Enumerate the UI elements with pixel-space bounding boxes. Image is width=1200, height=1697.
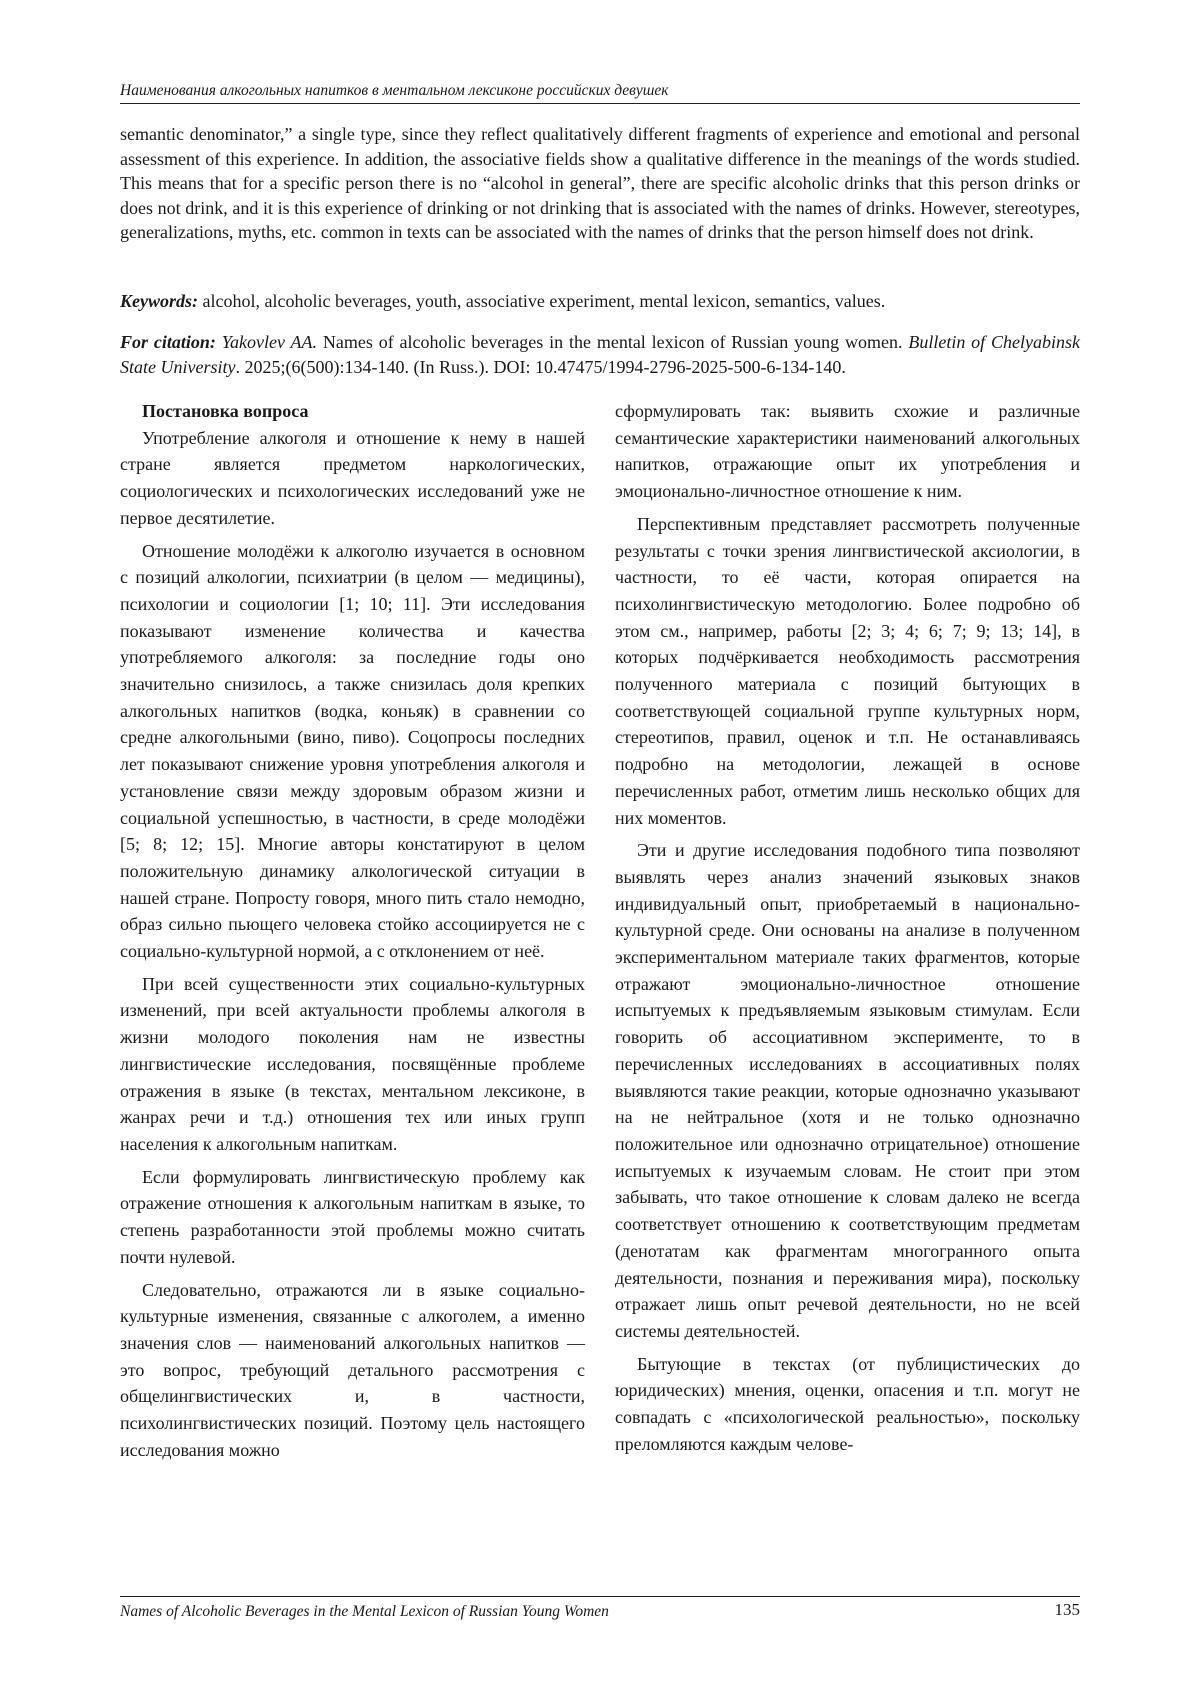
paragraph: Отношение молодёжи к алкоголю изучается в основном с позиций алкологии, психиатрии (в целом — медицины), психологии и социологии [1; 10; 11]. Эти исследования показывают изменение количества и качества употребляемого алкоголя: за последние годы оно значительно снизилось, а также снизилась доля крепких алкогольных напитков (водка, коньяк) в сравнении со средне алкогольными (вино, пиво). Соцопросы последних лет показывают снижение уровня употребления алкоголя и установление связи между здоровым образом жизни и социальной успешностью, в частности, в среде молодёжи [5; 8; 12; 15]. Многие авторы констатируют в целом положительную динамику алкологической ситуации в нашей стране. Попросту говоря, много пить стало немодно, образ сильно пьющего человека стойко ассоциируется не с социально-культурной нормой, а с отклонением от неё. <box>120 540 585 962</box>
citation <box>120 330 1080 379</box>
paragraph-continuation: сформулировать так: выявить схожие и различные семантические характеристики наименований алкогольных напитков, отражающие опыт их употребления и эмоционально-личностное отношение к ним. <box>615 401 1080 502</box>
abstract <box>120 122 1080 245</box>
paragraph: Бытующие в текстах (от публицистических до юридических) мнения, оценки, опасения и т.п. могут не совпадать с «психологической реальностью», поскольку преломляются каждым челове- <box>615 1353 1080 1454</box>
citation-author: Yakovlev AA. <box>221 332 318 352</box>
keywords-label: Keywords: <box>120 291 198 311</box>
keywords <box>120 289 1080 313</box>
citation-label: For citation: <box>120 332 216 352</box>
footer-rule <box>120 1596 1080 1597</box>
running-head: Наименования алкогольных напитков в ментальном лексиконе российских девушек <box>120 82 669 99</box>
citation-journal: Bulletin of Chelyabinsk State University <box>120 332 1080 377</box>
citation-details: . 2025;(6(500):134-140. (In Russ.). DOI: 10.47475/1994-2796-2025-500-6-134-140. <box>235 356 846 377</box>
left-column <box>120 398 585 1469</box>
abstract-text: semantic denominator,” a single type, since they reflect qualitatively different fragments of experience and emotional and personal assessment of this experience. In addition, the associative fields show a qualitative difference in the meanings of the words studied. This means that for a specific person there is no “alcohol in general”, there are specific alcoholic drinks that this person drinks or does not drink, and it is this experience of drinking or not drinking that is associated with the names of drinks. However, stereotypes, generalizations, myths, etc. common in texts can be associated with the names of drinks that the person himself does not drink. <box>120 124 1080 242</box>
running-foot: Names of Alcoholic Beverages in the Mental Lexicon of Russian Young Women <box>120 1603 609 1620</box>
header-rule <box>120 103 1080 104</box>
page-number: 135 <box>1054 1600 1080 1619</box>
citation-title: Names of alcoholic beverages in the mental lexicon of Russian young women. <box>322 332 903 352</box>
keywords-text: alcohol, alcoholic beverages, youth, associative experiment, mental lexicon, semantics, values. <box>202 291 886 311</box>
right-column <box>615 398 1080 1463</box>
paragraph: Эти и другие исследования подобного типа позволяют выявлять через анализ значений языковых знаков индивидуальный опыт, приобретаемый в национально-культурной среде. Они основаны на анализе в полученном экспериментальном материале таких фрагментов, которые отражают эмоционально-личностное отношение испытуемых к предъявляемым языковым стимулам. Если говорить об ассоциативном эксперименте, то в перечисленных исследованиях в ассоциативных полях выявляются такие реакции, которые однозначно указывают на не нейтральное (хотя и не только однозначно положительное или однозначно отрицательное) отношение испытуемых к изучаемым словам. Не стоит при этом забывать, что такое отношение к словам далеко не всегда соответствует отношению к соответствующим предметам (денотатам как фрагментам многогранного опыта деятельности, познания и переживания мира), поскольку отражает лишь опыт речевой деятельности, но не всей системы деятельностей. <box>615 840 1080 1341</box>
section-title: Постановка вопроса <box>142 401 309 421</box>
paragraph: При всей существенности этих социально-культурных изменений, при всей актуальности проблемы алкоголя в жизни молодого поколения нам не известны лингвистические исследования, посвящённые проблеме отражения в языке (в текстах, ментальном лексиконе, в жанрах речи и т.д.) отношения тех или иных групп населения к алкогольным напиткам. <box>120 973 585 1154</box>
paragraph: Следовательно, отражаются ли в языке социально-культурные изменения, связанные с алкоголем, а именно значения слов — наименований алкогольных напитков — это вопрос, требующий детального рассмотрения с общелингвистических и, в частности, психолингвистических позиций. Поэтому цель настоящего исследования можно <box>120 1279 585 1460</box>
paragraph: Если формулировать лингвистическую проблему как отражение отношения к алкогольным напиткам в языке, то степень разработанности этой проблемы можно считать почти нулевой. <box>120 1166 585 1267</box>
paragraph: Употребление алкоголя и отношение к нему в нашей стране является предметом наркологических, социологических и психологических исследований уже не первое десятилетие. <box>120 427 585 528</box>
paragraph: Перспективным представляет рассмотреть полученные результаты с точки зрения лингвистической аксиологии, в частности, то её части, которая опирается на психолингвистическую методологию. Более подробно об этом см., например, работы [2; 3; 4; 6; 7; 9; 13; 14], в которых подчёркивается необходимость рассмотрения полученного материала с позиций бытующих в соответствующей социальной группе культурных норм, стереотипов, правил, оценок и т.п. Не останавливаясь подробно на методологии, лежащей в основе перечисленных работ, отметим лишь несколько общих для них моментов. <box>615 513 1080 828</box>
